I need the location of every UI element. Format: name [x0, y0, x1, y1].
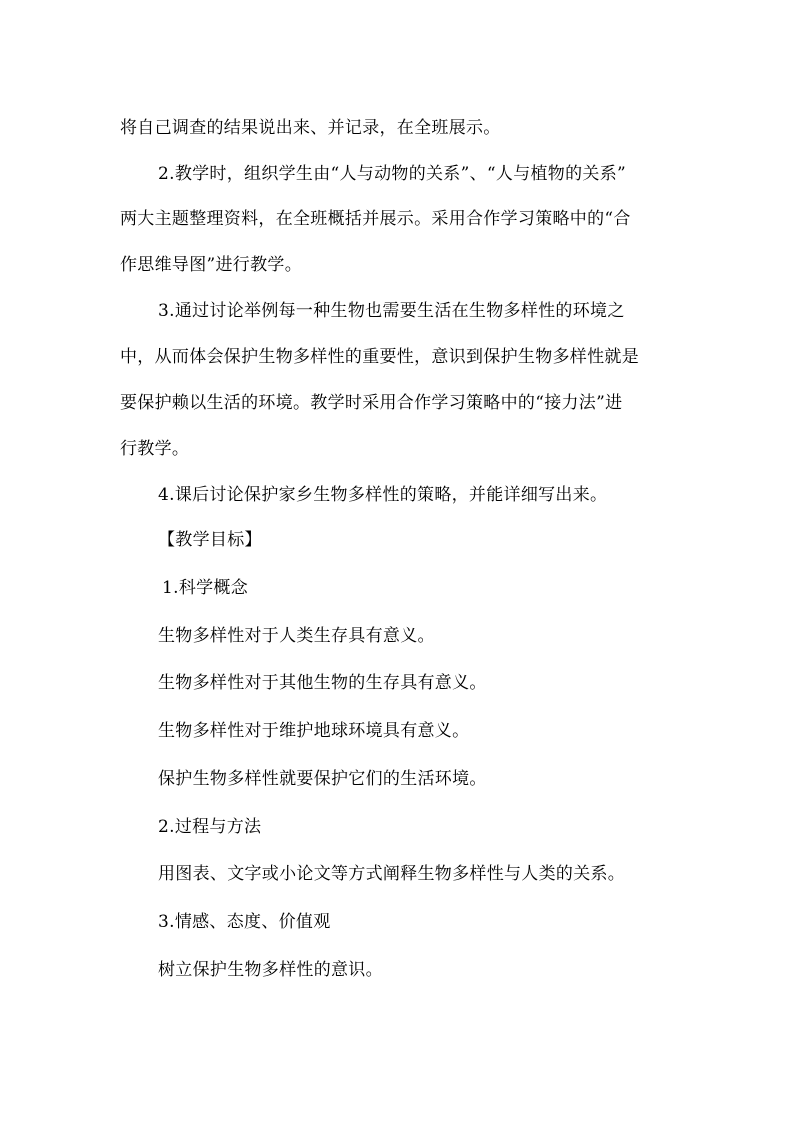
objective-line: 生物多样性对于维护地球环境具有意义。	[158, 721, 470, 741]
objective-line: 用图表、文字或小论文等方式阐释生物多样性与人类的关系。	[158, 864, 626, 884]
paragraph-line: 要保护赖以生活的环境。教学时采用合作学习策略中的“接力法”进	[120, 393, 623, 413]
subheading-attitudes-values: 3.情感、态度、价值观	[158, 912, 331, 932]
subheading-process-methods: 2.过程与方法	[158, 817, 262, 837]
objective-line: 保护生物多样性就要保护它们的生活环境。	[158, 769, 487, 789]
paragraph-line-continuation: 将自己调查的结果说出来、并记录，在全班展示。	[120, 118, 501, 138]
paragraph-line: 行教学。	[120, 439, 190, 459]
section-heading-objectives: 【教学目标】	[158, 530, 262, 550]
paragraph-line-item-4: 4.课后讨论保护家乡生物多样性的策略，并能详细写出来。	[158, 485, 608, 505]
subheading-science-concepts: 1.科学概念	[162, 578, 249, 598]
paragraph-line: 两大主题整理资料，在全班概括并展示。采用合作学习策略中的“合	[120, 209, 631, 229]
objective-line: 生物多样性对于其他生物的生存具有意义。	[158, 673, 487, 693]
paragraph-line-item-3: 3.通过讨论举例每一种生物也需要生活在生物多样性的环境之	[158, 301, 625, 321]
paragraph-line-item-2: 2.教学时，组织学生由“人与动物的关系”、“人与植物的关系”	[158, 164, 626, 184]
objective-line: 树立保护生物多样性的意识。	[158, 960, 383, 980]
paragraph-line: 作思维导图”进行教学。	[120, 255, 302, 275]
paragraph-line: 中，从而体会保护生物多样性的重要性，意识到保护生物多样性就是	[120, 347, 639, 367]
objective-line: 生物多样性对于人类生存具有意义。	[158, 626, 435, 646]
